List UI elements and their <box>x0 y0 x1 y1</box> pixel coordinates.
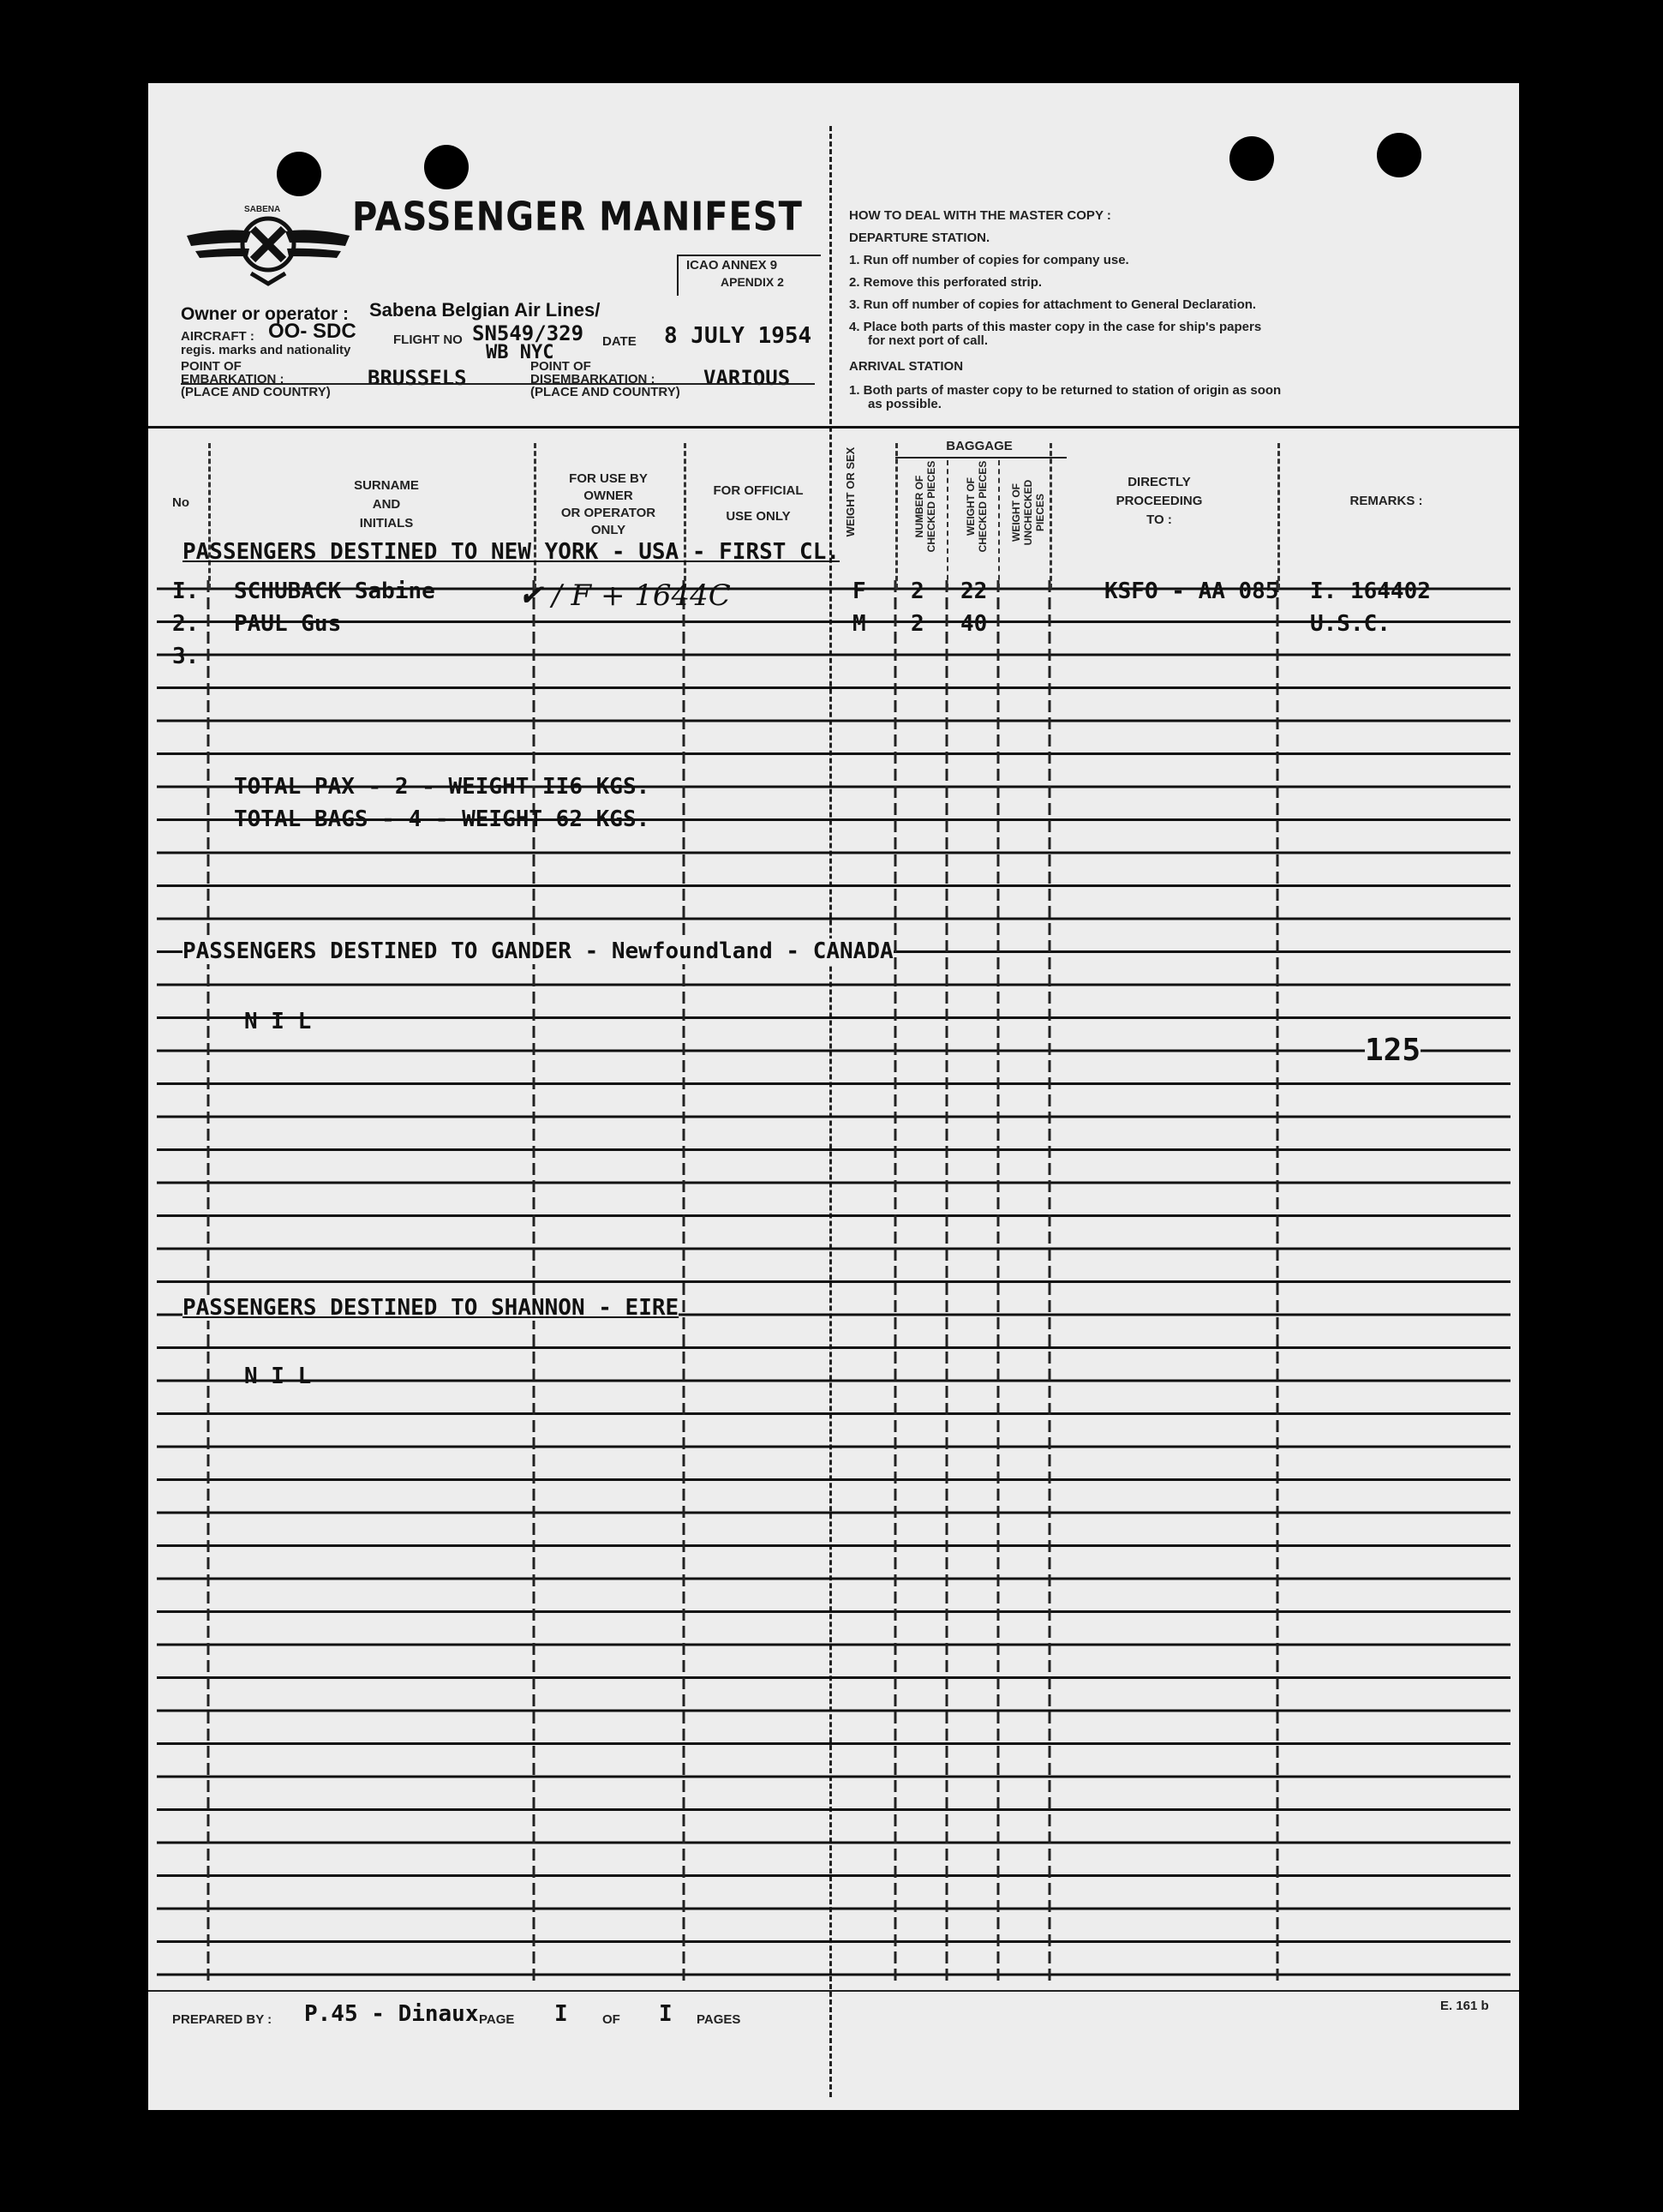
embark-label-3: (PLACE AND COUNTRY) <box>181 385 331 399</box>
pax-sex: M <box>852 611 866 637</box>
col-direct-2: PROCEEDING <box>1116 494 1203 508</box>
col-owner-3: OR OPERATOR <box>560 506 656 520</box>
section-gander-heading: PASSENGERS DESTINED TO GANDER - Newfoundland - CANADA <box>182 938 894 964</box>
pax-no: 3. <box>172 644 200 669</box>
total-pax: TOTAL PAX - 2 - WEIGHT II6 KGS. <box>234 774 650 800</box>
header-divider-7 <box>1050 443 1052 589</box>
col-owner-2: OWNER <box>583 489 633 503</box>
regis-label: regis. marks and nationality <box>181 343 351 357</box>
arrival-heading: ARRIVAL STATION <box>849 359 964 374</box>
pax-pieces: 2 <box>911 611 924 637</box>
prepared-by-label: PREPARED BY : <box>172 2012 272 2027</box>
owner-label: Owner or operator : <box>181 304 350 324</box>
instructions-heading: HOW TO DEAL WITH THE MASTER COPY : <box>849 208 1111 223</box>
of-label: OF <box>602 2012 620 2027</box>
punch-hole-4 <box>1377 133 1421 177</box>
logo-text: SABENA <box>244 205 281 214</box>
date-value: 8 JULY 1954 <box>664 323 812 349</box>
page-label: PAGE <box>479 2012 515 2027</box>
aircraft-value: OO- SDC <box>268 320 356 343</box>
header-divider-4 <box>895 443 898 589</box>
owner-value: Sabena Belgian Air Lines/ <box>369 299 601 321</box>
section-shannon-heading: PASSENGERS DESTINED TO SHANNON - EIRE <box>182 1295 679 1321</box>
pax-no: I. <box>172 578 200 604</box>
icao-appendix-label: APENDIX 2 <box>721 275 784 289</box>
icao-annex-label: ICAO ANNEX 9 <box>686 258 778 273</box>
footer-rule <box>148 1990 1519 1992</box>
col-no: No <box>172 495 189 510</box>
col-direct-3: TO : <box>1146 513 1172 527</box>
header-divider-3 <box>684 443 686 589</box>
pax-name: PAUL Gus <box>234 611 342 637</box>
disembark-label-2: DISEMBARKATION : <box>530 372 655 387</box>
form-code: E. 161 b <box>1440 1999 1489 2013</box>
instruction-d4a: 4. Place both parts of this master copy in the case for ship's papers <box>849 320 1262 334</box>
pax-remarks: I. 164402 <box>1310 578 1431 604</box>
punch-hole-2 <box>424 145 469 189</box>
col-surname-2: AND <box>372 497 401 512</box>
table-top-rule <box>148 426 1519 429</box>
flight-value: SN549/329 <box>472 321 584 345</box>
col-owner-4: ONLY <box>590 523 626 537</box>
punch-hole-1 <box>277 152 321 196</box>
pax-sex: F <box>852 578 866 604</box>
col-surname-3: INITIALS <box>359 516 414 531</box>
pax-direct: KSFO - AA 085 <box>1104 578 1279 604</box>
embark-label-2: EMBARKATION : <box>181 372 284 387</box>
header-divider-2 <box>534 443 536 589</box>
instruction-d1: 1. Run off number of copies for company use. <box>849 253 1129 267</box>
col-wt-unchecked: WEIGHT OF UNCHECKED PIECES <box>1010 479 1046 546</box>
total-bags: TOTAL BAGS - 4 - WEIGHT 62 KGS. <box>234 806 650 832</box>
date-label: DATE <box>602 334 637 349</box>
embark-value: BRUSSELS <box>368 366 467 390</box>
pax-weight: 40 <box>960 611 988 637</box>
col-surname-1: SURNAME <box>354 478 419 493</box>
prepared-by-value: P.45 - Dinaux <box>304 2001 479 2027</box>
departure-heading: DEPARTURE STATION. <box>849 231 990 245</box>
header-divider-5 <box>947 460 948 589</box>
header-divider-6 <box>998 460 1000 589</box>
instruction-d4b: for next port of call. <box>868 333 989 348</box>
col-weight-sex: WEIGHT OR SEX <box>844 447 857 537</box>
section-shannon-nil: N I L <box>244 1364 312 1389</box>
flight-value-2: WB NYC <box>486 342 554 363</box>
punch-hole-3 <box>1229 136 1274 181</box>
disembark-label-1: POINT OF <box>530 359 591 374</box>
col-num-checked: NUMBER OF CHECKED PIECES <box>913 460 937 553</box>
header-rule <box>181 383 815 385</box>
flight-label: FLIGHT NO <box>393 333 463 347</box>
pax-name: SCHUBACK Sabine <box>234 578 435 604</box>
col-owner-1: FOR USE BY <box>569 471 648 486</box>
pages-label: PAGES <box>697 2012 741 2027</box>
col-direct-1: DIRECTLY <box>1128 475 1191 489</box>
handwritten-mark: ✔ / F + 1644C <box>518 578 731 613</box>
section-newyork-heading: PASSENGERS DESTINED TO NEW YORK - USA - FIRST CL. <box>182 539 840 565</box>
col-wt-checked: WEIGHT OF CHECKED PIECES <box>965 460 989 553</box>
instruction-a1b: as possible. <box>868 397 942 411</box>
pax-weight: 22 <box>960 578 988 604</box>
col-baggage: BAGGAGE <box>946 439 1013 453</box>
embark-label-1: POINT OF <box>181 359 242 374</box>
stamp-number: 125 <box>1365 1033 1421 1068</box>
col-remarks: REMARKS : <box>1349 494 1423 508</box>
disembark-value: VARIOUS <box>703 366 791 390</box>
header-divider-8 <box>1277 443 1280 589</box>
baggage-rule <box>895 457 1067 459</box>
form-title: PASSENGER MANIFEST <box>352 195 803 240</box>
of-value: I <box>659 2001 673 2027</box>
header-divider-1 <box>208 443 211 589</box>
manifest-sheet <box>148 83 1519 2110</box>
instruction-a1a: 1. Both parts of master copy to be returned to station of origin as soon <box>849 383 1282 398</box>
col-official-2: USE ONLY <box>726 509 791 524</box>
disembark-label-3: (PLACE AND COUNTRY) <box>530 385 680 399</box>
page-value: I <box>554 2001 568 2027</box>
pax-remarks: U.S.C. <box>1310 611 1391 637</box>
instruction-d3: 3. Run off number of copies for attachment to General Declaration. <box>849 297 1257 312</box>
aircraft-label: AIRCRAFT : <box>181 329 254 344</box>
pax-pieces: 2 <box>911 578 924 604</box>
col-official-1: FOR OFFICIAL <box>713 483 804 498</box>
section-gander-nil: N I L <box>244 1009 312 1034</box>
pax-no: 2. <box>172 611 200 637</box>
instruction-d2: 2. Remove this perforated strip. <box>849 275 1043 290</box>
